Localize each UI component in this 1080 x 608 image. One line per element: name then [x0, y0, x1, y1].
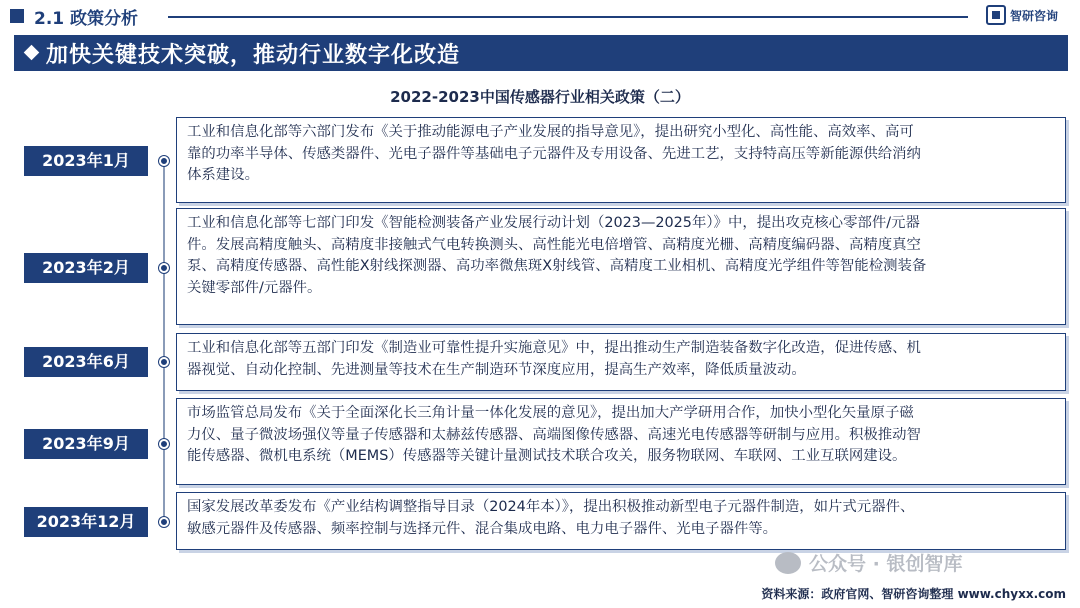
- policy-line: 敏感元器件及传感器、频率控制与选择元件、混合集成电路、电力电子器件、光电子器件等。: [187, 520, 778, 537]
- section-title: 2.1 政策分析: [34, 9, 139, 29]
- banner-title: 加快关键技术突破，推动行业数字化改造: [46, 43, 461, 68]
- policy-date: 2023年2月: [24, 253, 148, 283]
- timeline-dot: [159, 439, 169, 449]
- timeline-dot: [159, 357, 169, 367]
- policy-line: 器视觉、自动化控制、先进测量等技术在生产制造环节深度应用，提高生产效率，降低质量波动。: [187, 361, 806, 378]
- watermark-text: 公众号 · 银创智库: [809, 553, 963, 575]
- brand-logo: [986, 5, 1058, 25]
- policy-line: 力仪、量子微波场强仪等量子传感器和太赫兹传感器、高端图像传感器、高速光电传感器等研制与应用。积极推动智: [187, 426, 921, 443]
- policy-text: [176, 492, 1066, 550]
- policy-line: 体系建设。: [187, 167, 259, 183]
- policy-line: 市场监管总局发布《关于全面深化长三角计量一体化发展的意见》，提出加大产学研用合作，加快小型化矢量原子磁: [187, 405, 914, 421]
- diamond-icon: [24, 45, 40, 61]
- section-marker: [10, 9, 24, 23]
- policy-line: 工业和信息化部等六部门发布《关于推动能源电子产业发展的指导意见》，提出研究小型化、高性能、高效率、高可: [187, 124, 914, 140]
- policy-line: 工业和信息化部等五部门印发《制造业可靠性提升实施意见》中，提出推动生产制造装备数字化改造，促进传感、机: [187, 340, 921, 356]
- policy-date: 2023年6月: [24, 347, 148, 377]
- source-note: 资料来源：政府官网、智研咨询整理 www.chyxx.com: [761, 587, 1066, 601]
- policy-date: 2023年9月: [24, 429, 148, 459]
- policy-date: 2023年1月: [24, 146, 148, 176]
- timeline-line: [163, 160, 165, 522]
- timeline-dot: [159, 156, 169, 166]
- policy-line: 件。发展高精度触头、高精度非接触式气电转换测头、高性能光电倍增管、高精度光栅、高精度编码器、高精度真空: [187, 236, 921, 253]
- policy-line: 工业和信息化部等七部门印发《智能检测装备产业发展行动计划（2023—2025年）》中，提出攻克核心零部件/元器: [187, 215, 920, 231]
- brand-icon: [986, 5, 1006, 25]
- wechat-icon: [775, 552, 801, 574]
- policy-text: [176, 208, 1066, 325]
- brand-name: 智研咨询: [1010, 8, 1059, 23]
- policy-text: [176, 117, 1066, 203]
- policy-line: 泵、高精度传感器、高性能X射线探测器、高功率微焦斑X射线管、高精度工业相机、高精度光学组件等智能检测装备: [187, 258, 927, 274]
- timeline-dot: [159, 263, 169, 273]
- policy-line: 国家发展改革委发布《产业结构调整指导目录（2024年本）》，提出积极推动新型电子元器件制造，如片式元器件、: [187, 499, 915, 515]
- title-banner: [14, 35, 1068, 71]
- policy-date: 2023年12月: [24, 507, 148, 537]
- policy-line: 关键零部件/元器件。: [187, 279, 322, 296]
- policy-text: [176, 333, 1066, 391]
- timeline-dot: [159, 517, 169, 527]
- policy-line: 能传感器、微机电系统（MEMS）传感器等关键计量测试技术联合攻关，服务物联网、车联网、工业互联网建设。: [187, 448, 907, 464]
- section-header: [0, 0, 1080, 32]
- policy-text: [176, 398, 1066, 485]
- policy-line: 靠的功率半导体、传感类器件、光电子器件等基础电子元器件及专用设备、先进工艺，支持特高压等新能源供给消纳: [187, 145, 921, 162]
- watermark: [775, 549, 962, 576]
- table-title: 2022-2023中国传感器行业相关政策（二）: [390, 88, 690, 106]
- header-rule: [168, 16, 968, 18]
